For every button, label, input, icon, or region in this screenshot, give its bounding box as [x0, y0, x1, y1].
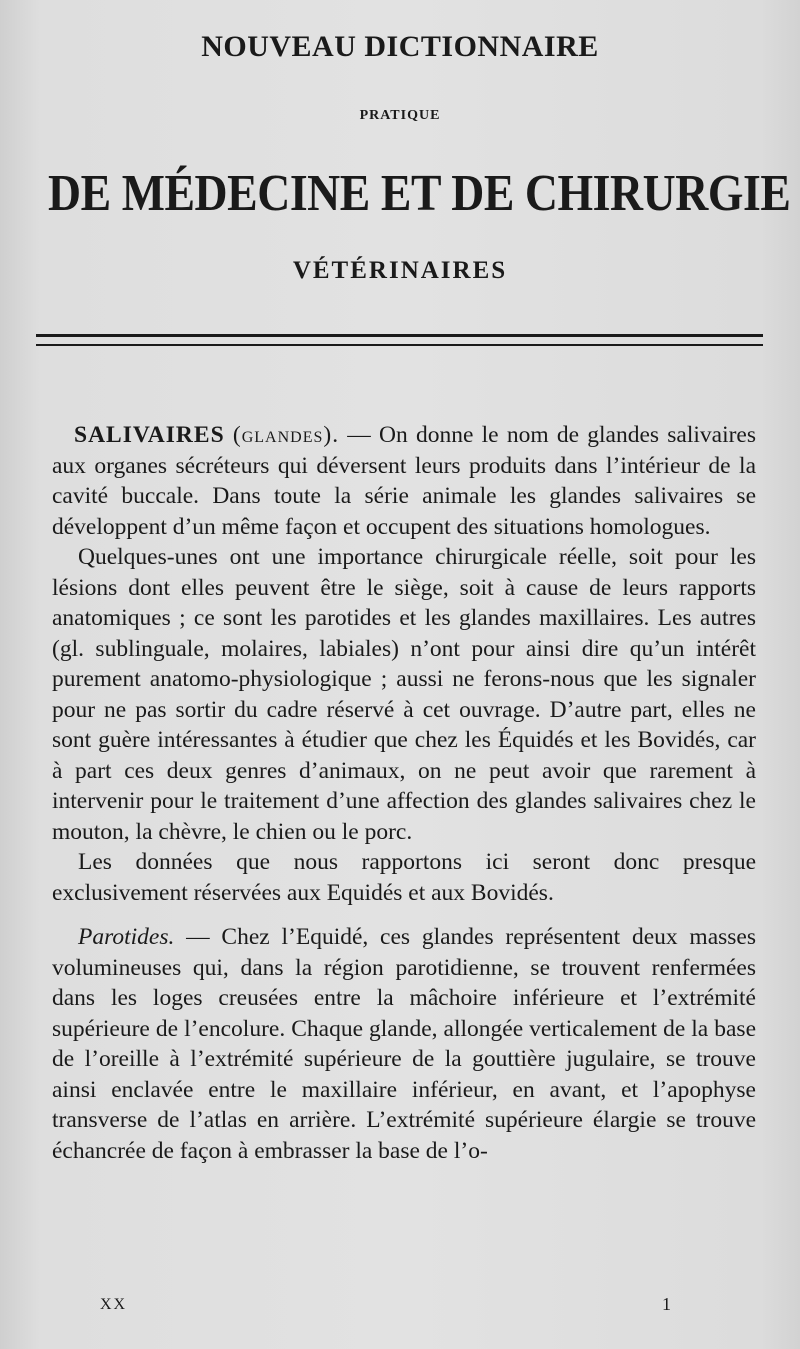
dictionary-subtitle: VÉTÉRINAIRES: [292, 257, 508, 284]
page-number: 1: [662, 1294, 671, 1314]
entry-word: SALIVAIRES: [74, 422, 225, 448]
header-rule-thick: [36, 334, 763, 337]
section-lead-parotides: Parotides.: [78, 924, 175, 950]
paragraph-1-text: — On donne le nom de glandes salivaires aux organes sécréteurs qui déversent leurs produits dans l’intérieur de la cavité buccale. Dans toute la série animale les glandes salivaires se développent d’un même façon et occupent des situations homologues.: [52, 422, 756, 540]
entry-qualifier: (glandes).: [232, 422, 340, 448]
paragraph-2: Quelques-unes ont une importance chirurgicale réelle, soit pour les lésions dont elles peuvent être le siège, soit à cause de leurs rapports anatomiques ; ce sont les parotides et les glandes maxillaires. Les autres (gl. sublinguale, molaires, labiales) n’ont pour ainsi dire qu’un intérêt purement anatomo-physiologique ; aussi ne ferons-nous que les signaler pour ne pas sortir du cadre réservé à cet ouvrage. D’autre part, elles ne sont guère intéressantes à étudier que chez les Équidés et les Bovidés, car à part ces deux genres d’animaux, on ne peut avoir que rarement à intervenir pour le traitement d’une affection des glandes salivaires chez le mouton, la chèvre, le chien ou le porc.: [52, 544, 756, 845]
paragraph-4-text: — Chez l’Equidé, ces glandes représentent deux masses volumineuses qui, dans la région parotidienne, se trouvent renfermées dans les loges creusées entre la mâchoire inférieure et l’extrémité supérieure de l’encolure. Chaque glande, allongée verticalement de la base de l’oreille à l’extrémité supérieure de la gouttière jugulaire, se trouve ainsi enclavée entre le maxillaire inférieur, en avant, et l’apophyse transverse de l’atlas en arrière. L’extrémité supérieure élargie se trouve échancrée de façon à embrasser la base de l’o-: [52, 924, 756, 1164]
dictionary-pratique: PRATIQUE: [359, 108, 441, 123]
header-rule-thin: [36, 344, 763, 346]
dictionary-main-title: DE MÉDECINE ET DE CHIRURGIE: [48, 165, 791, 222]
dictionary-title: NOUVEAU DICTIONNAIRE: [201, 30, 599, 63]
paragraph-4: [52, 922, 756, 1166]
signature-mark: XX: [100, 1296, 128, 1313]
paragraph-1: [52, 420, 756, 542]
paragraph-3: Les données que nous rapportons ici seront donc presque exclusivement réservées aux Equidés et aux Bovidés.: [52, 849, 756, 906]
article-body: [52, 420, 756, 1166]
